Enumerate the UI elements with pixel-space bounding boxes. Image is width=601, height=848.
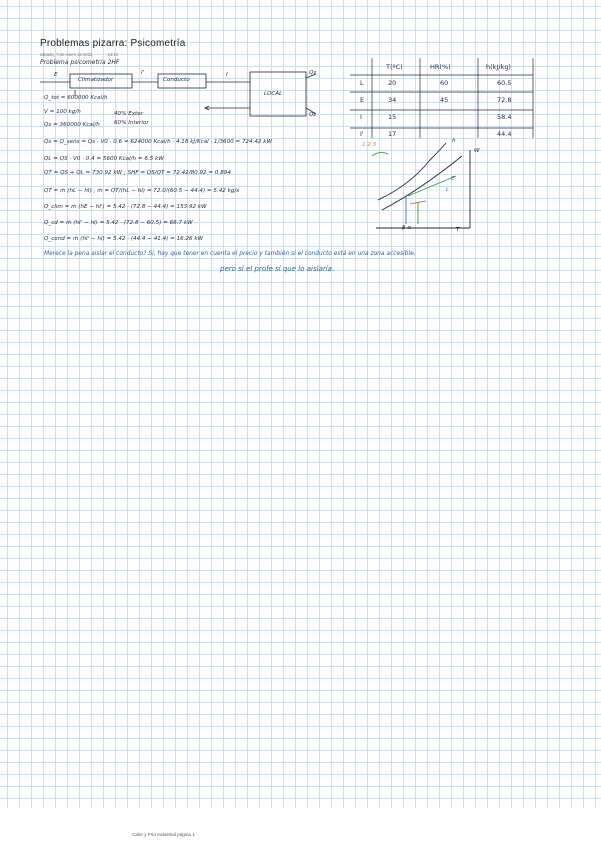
given-qs: Qs = 360000 Kcal/h <box>44 122 100 128</box>
equation-4: QT = ṁ (hL − hI) ; ṁ = QT/(hL − hI) = 72.0/(60.5 − 44.4) = 5.42 kg/s <box>44 188 240 194</box>
table-row-i-t: 15 <box>388 113 397 121</box>
equation-2: QL = QS · V0 · 0.4 = 5600 Kcal/h = 6.5 kW <box>44 156 164 162</box>
legend-swoosh <box>372 152 388 156</box>
table-row-i-h: 58.4 <box>497 113 512 121</box>
table-row-i-label: I <box>360 113 362 121</box>
conduct-label: Conducto <box>163 77 190 83</box>
saturation-curve <box>378 143 446 200</box>
equation-6: Q_cd = ṁ (hI' − hI) = 5.42 · (72.8 − 60.5) = 66.7 kW <box>44 220 193 226</box>
table-row-e-hr: 45 <box>440 96 449 104</box>
table-row-i2-t: 17 <box>388 130 397 138</box>
sketch-point-e: E <box>451 176 455 182</box>
given-v: V = 100 kg/h <box>44 109 81 115</box>
qs-label: Qs <box>309 70 317 76</box>
note-line-2: pero sí el profe sí que lo aislaría. <box>220 265 335 273</box>
equation-3: QT = QS + QL = 730.92 kW ; SHF = QS/QT = 72.42/80.92 = 0.894 <box>44 170 231 176</box>
given-interior: 60% Interior <box>114 120 149 126</box>
sketch-y-label: W <box>474 148 480 154</box>
local-label: LOCAL <box>264 91 283 97</box>
table-row-l-t: 20 <box>388 79 397 87</box>
table-header-h: h(kJ/kg) <box>486 63 511 71</box>
table-row-e-h: 72.8 <box>497 96 512 104</box>
page-title: Problemas pizarra: Psicometría <box>40 38 186 49</box>
stream-in-label: E <box>54 72 58 78</box>
table-row-l-label: L <box>360 79 364 87</box>
ql-label: QL <box>309 112 317 118</box>
equation-5: Q_clim = ṁ (hE − hI') = 5.42 · (72.8 − 44.4) = 153.92 kW <box>44 204 207 210</box>
equation-1: Qs = Q_sens = Qs · V0 · 0.6 = 624000 Kcal/h · 4.18 kJ/Kcal · 1/3600 = 724.42 kW <box>44 139 273 145</box>
sketch-x-label: T <box>456 227 460 233</box>
sketch-legend: 1 2 3 <box>362 142 377 148</box>
sketch-h-label: h <box>452 138 456 144</box>
given-qtot: Q_tot = 600000 Kcal/h <box>44 95 108 101</box>
given-exterior: 40% Exter <box>114 111 143 117</box>
conditioner-label: Climatizador <box>78 77 114 83</box>
table-row-l-hr: 60 <box>440 79 449 87</box>
sketch-bottom-labels: β α <box>402 225 412 231</box>
page-time: 14:10 <box>107 52 119 57</box>
table-row-l-h: 60.5 <box>497 79 512 87</box>
table-row-e-label: E <box>360 96 365 104</box>
problem-heading: Problema psicometría 2HF <box>40 59 120 66</box>
table-row-i2-h: 44.4 <box>497 130 512 138</box>
equation-7: Q_cond = ṁ (hI' − hI) = 5.42 · (44.4 − 41.4) = 16.26 kW <box>44 236 204 242</box>
page-footer: Calor y Frío Industrial página 1 <box>132 832 195 837</box>
table-header-t: T(ºC) <box>386 63 403 71</box>
sketch-point-l: L <box>446 187 450 193</box>
table-row-e-t: 34 <box>388 96 397 104</box>
page-date: sábado, 7 de enero de 2023 <box>40 52 93 57</box>
table-row-i2-label: I' <box>360 130 364 138</box>
stream-mid-label: I' <box>141 70 145 76</box>
table-header-hr: HR(%) <box>430 63 451 71</box>
note-line-1: Merece la pena aislar el conducto? Sí, hay que tener en cuenta el precio y también si el conducto está en una zona accesible, <box>44 251 416 257</box>
stream-out-label: I <box>226 72 228 78</box>
